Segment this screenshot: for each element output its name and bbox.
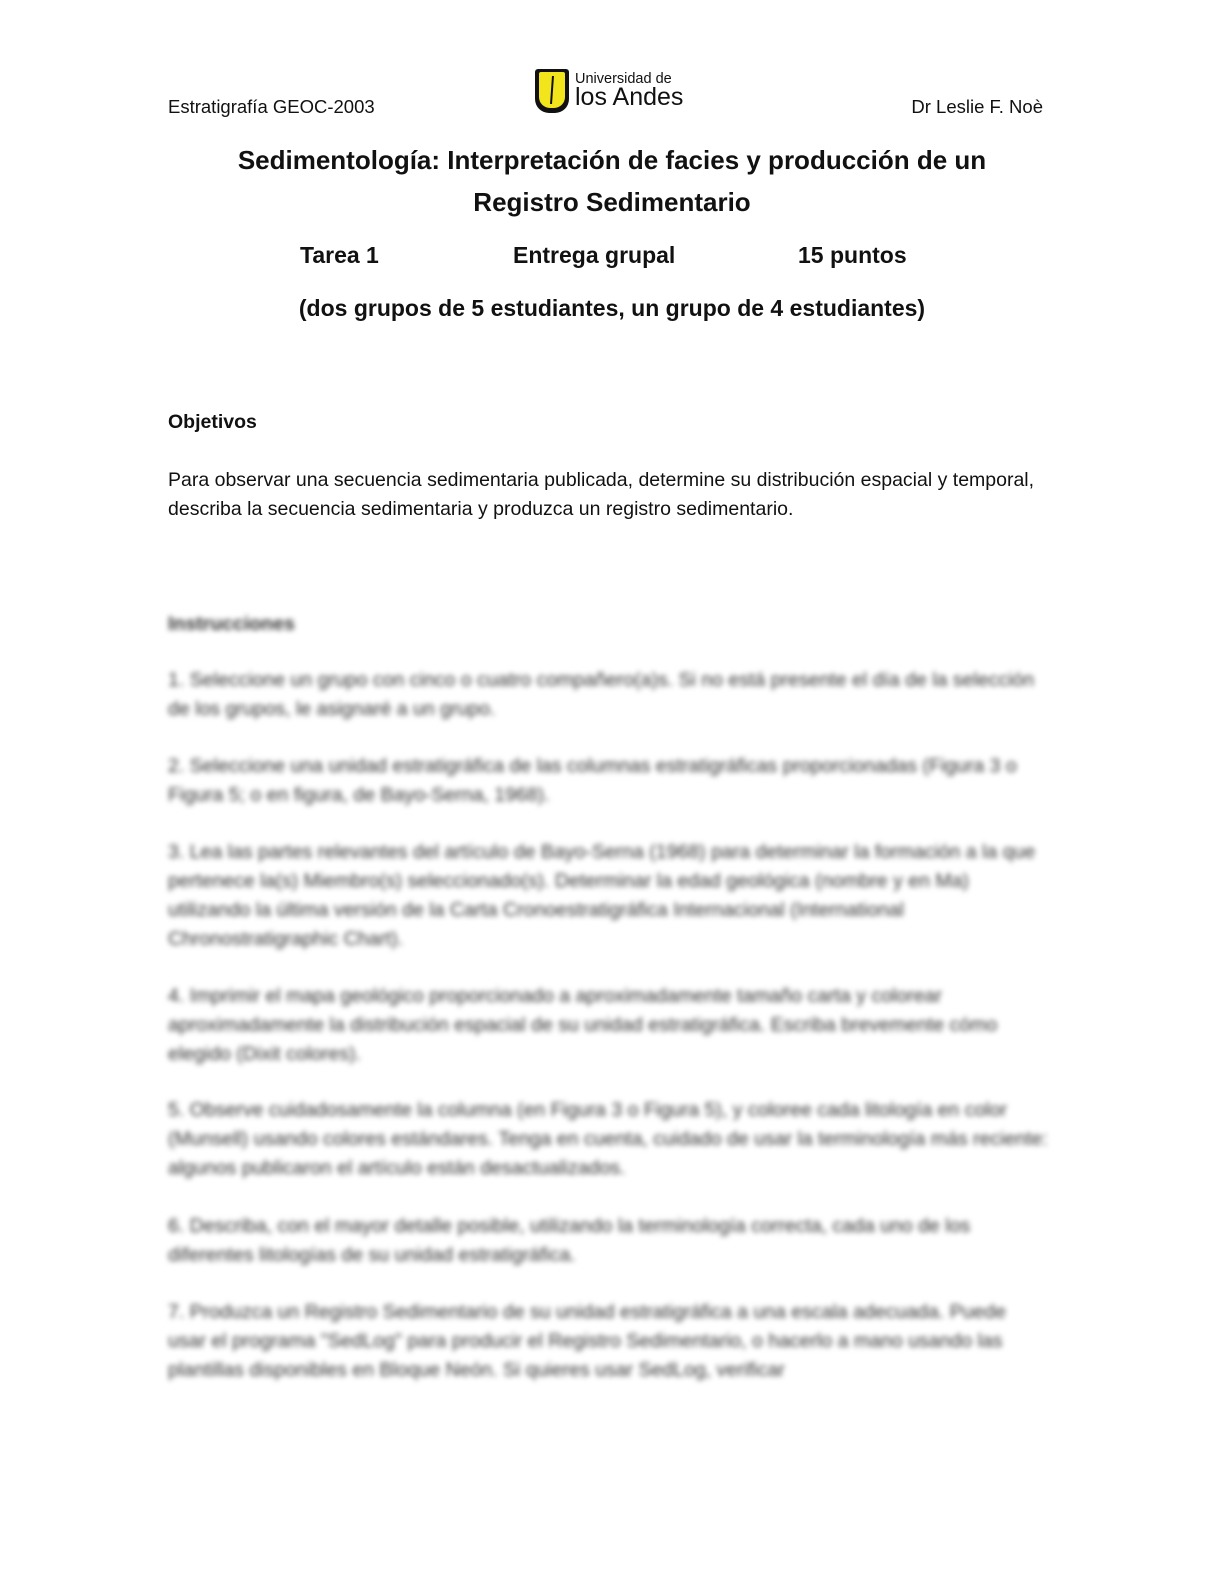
author-label: Dr Leslie F. Noè	[911, 96, 1043, 117]
objectives-text: Para observar una secuencia sedimentaria publicada, determine su distribución espacial y temporal, describa la secuencia sedimentaria y produzca un registro sedimentario.	[168, 469, 1035, 520]
instruction-item: 2. Seleccione una unidad estratigráfica de las columnas estratigráficas proporcionadas (Figura 3 o Figura 5; o en figura, de Bayo-Serna, 1968).	[168, 755, 1017, 806]
title-line1: Sedimentología: Interpretación de facies y producción de un	[237, 145, 987, 175]
course-label: Estratigrafía GEOC-2003	[168, 96, 375, 117]
logo-line2: los Andes	[575, 83, 684, 112]
instruction-item: 3. Lea las partes relevantes del artículo de Bayo-Serna (1968) para determinar la formación a la que pertenece la(s) Miembro(s) seleccionado(s). Determinar la edad geológica (nombre y en Ma) utilizando la última versión de la Carta Cronoestratigráfica Internacional (International Chronostratigraphic Chart).	[168, 841, 1036, 950]
document-title	[0, 139, 1224, 223]
task-label: Tarea 1	[300, 242, 379, 268]
instruction-item: 4. Imprimir el mapa geológico proporcionado a aproximadamente tamaño carta y colorear aproximadamente la distribución espacial de su unidad estratigráfica. Escriba brevemente cómo elegido (Dixit colores).	[168, 985, 998, 1065]
instruction-item: 6. Describa, con el mayor detalle posible, utilizando la terminología correcta, cada uno de los diferentes litologías de su unidad estratigráfica.	[168, 1215, 971, 1266]
instruction-item: 5. Observe cuidadosamente la columna (en Figura 3 o Figura 5), y coloree cada litología en color (Munsell) usando colores estándares. Tenga en cuenta, cuidado de usar la terminología más reciente: algunos publicaron el artículo están desactualizados.	[168, 1099, 1048, 1179]
instruction-item: 7. Produzca un Registro Sedimentario de su unidad estratigráfica a una escala adecuada. Puede usar el programa "SedLog" para producir el Registro Sedimentario, o hacerlo a mano usando las plantillas disponibles en Bloque Neón. Si quieres usar SedLog, verificar	[168, 1301, 1006, 1381]
objectives-heading: Objetivos	[168, 411, 257, 433]
instruction-item: 1. Seleccione un grupo con cinco o cuatro compañero(a)s. Si no está presente el día de la selección de los grupos, le asignaré a un grupo.	[168, 669, 1035, 720]
university-logo	[535, 69, 683, 113]
logo-line1: Universidad de	[575, 70, 672, 87]
groups-label: (dos grupos de 5 estudiantes, un grupo de 4 estudiantes)	[298, 295, 926, 321]
shield-icon	[535, 69, 569, 113]
points-label: 15 puntos	[798, 242, 907, 268]
title-line2: Registro Sedimentario	[473, 187, 751, 217]
instructions-heading: Instrucciones	[168, 613, 295, 635]
delivery-label: Entrega grupal	[513, 242, 676, 268]
